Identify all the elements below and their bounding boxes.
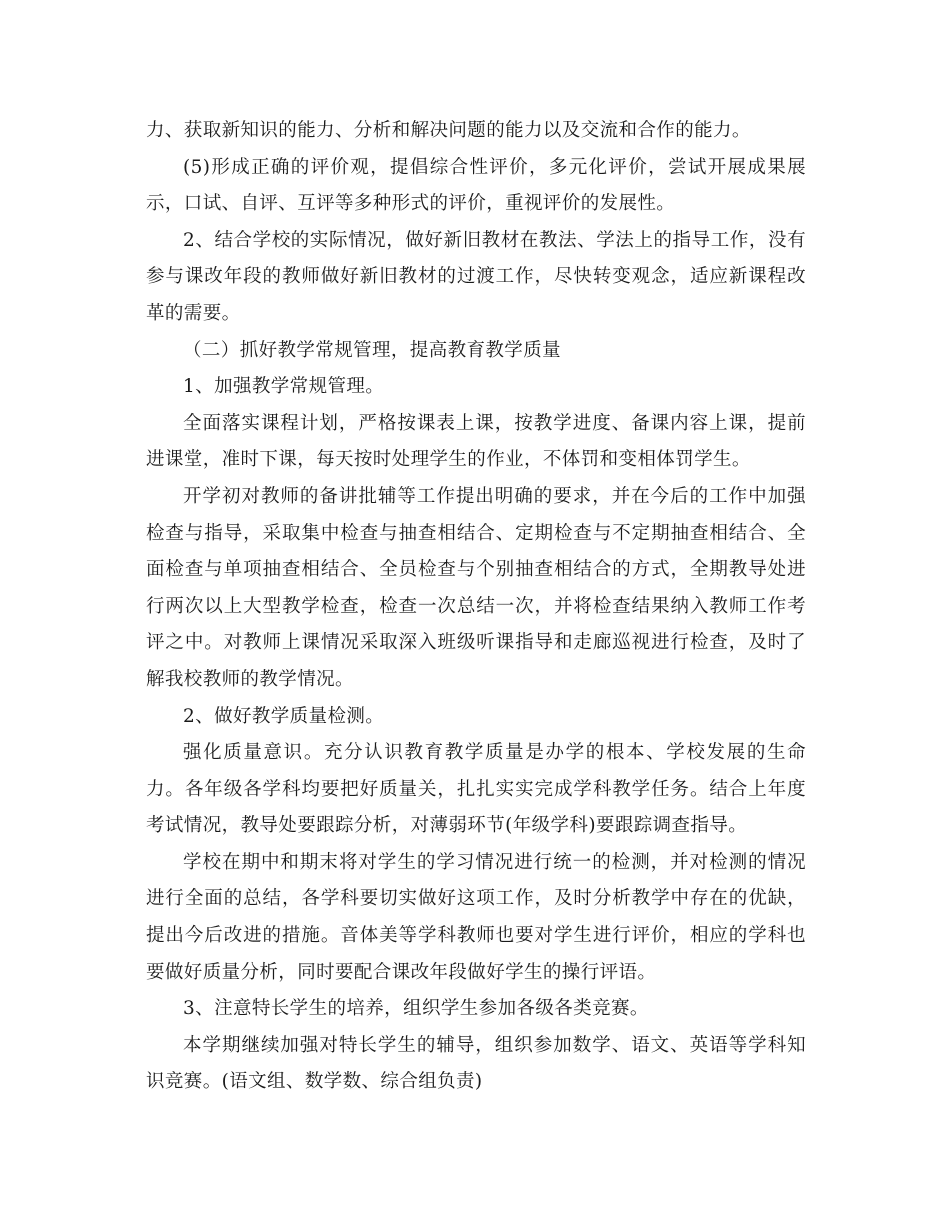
paragraph: 学校在期中和期末将对学生的学习情况进行统一的检测，并对检测的情况进行全面的总结，各学科要切实做好这项工作，及时分析教学中存在的优缺，提出今后改进的措施。音体美等学科教师也要对学生进行评价，相应的学科也要做好质量分析，同时要配合课改年段做好学生的操行评语。: [146, 851, 806, 983]
subsection-heading: 1、加强教学常规管理。: [183, 376, 385, 398]
document-body: [146, 113, 806, 1101]
section-heading: （二）抓好教学常规管理，提高教育教学质量: [183, 339, 562, 361]
paragraph: 强化质量意识。充分认识教育教学质量是办学的根本、学校发展的生命力。各年级各学科均要把好质量关，扎扎实实完成学科教学任务。结合上年度考试情况，教导处要跟踪分析，对薄弱环节(年级学科)要跟踪调查指导。: [146, 742, 806, 837]
paragraph: 全面落实课程计划，严格按课表上课，按教学进度、备课内容上课，提前进课堂，准时下课，每天按时处理学生的作业，不体罚和变相体罚学生。: [146, 412, 806, 471]
paragraph: 力、获取新知识的能力、分析和解决问题的能力以及交流和合作的能力。: [146, 120, 751, 141]
subsection-heading: 3、注意特长学生的培养，组织学生参加各级各类竞赛。: [183, 998, 649, 1020]
paragraph: 开学初对教师的备讲批辅等工作提出明确的要求，并在今后的工作中加强检查与指导，采取集中检查与抽查相结合、定期检查与不定期抽查相结合、全面检查与单项抽查相结合、全员检查与个别抽查相结合的方式，全期教导处进行两次以上大型教学检查，检查一次总结一次，并将检查结果纳入教师工作考评之中。对教师上课情况采取深入班级听课指导和走廊巡视进行检查，及时了解我校教师的教学情况。: [146, 485, 806, 690]
subsection-heading: 2、做好教学质量检测。: [183, 705, 385, 727]
paragraph: 2、结合学校的实际情况，做好新旧教材在教法、学法上的指导工作，没有参与课改年段的教师做好新旧教材的过渡工作，尽快转变观念，适应新课程改革的需要。: [146, 229, 806, 324]
paragraph: 本学期继续加强对特长学生的辅导，组织参加数学、语文、英语等学科知识竞赛。(语文组、数学数、综合组负责): [146, 1034, 806, 1093]
paragraph: (5)形成正确的评价观，提倡综合性评价，多元化评价，尝试开展成果展示，口试、自评、互评等多种形式的评价，重视评价的发展性。: [146, 156, 806, 215]
